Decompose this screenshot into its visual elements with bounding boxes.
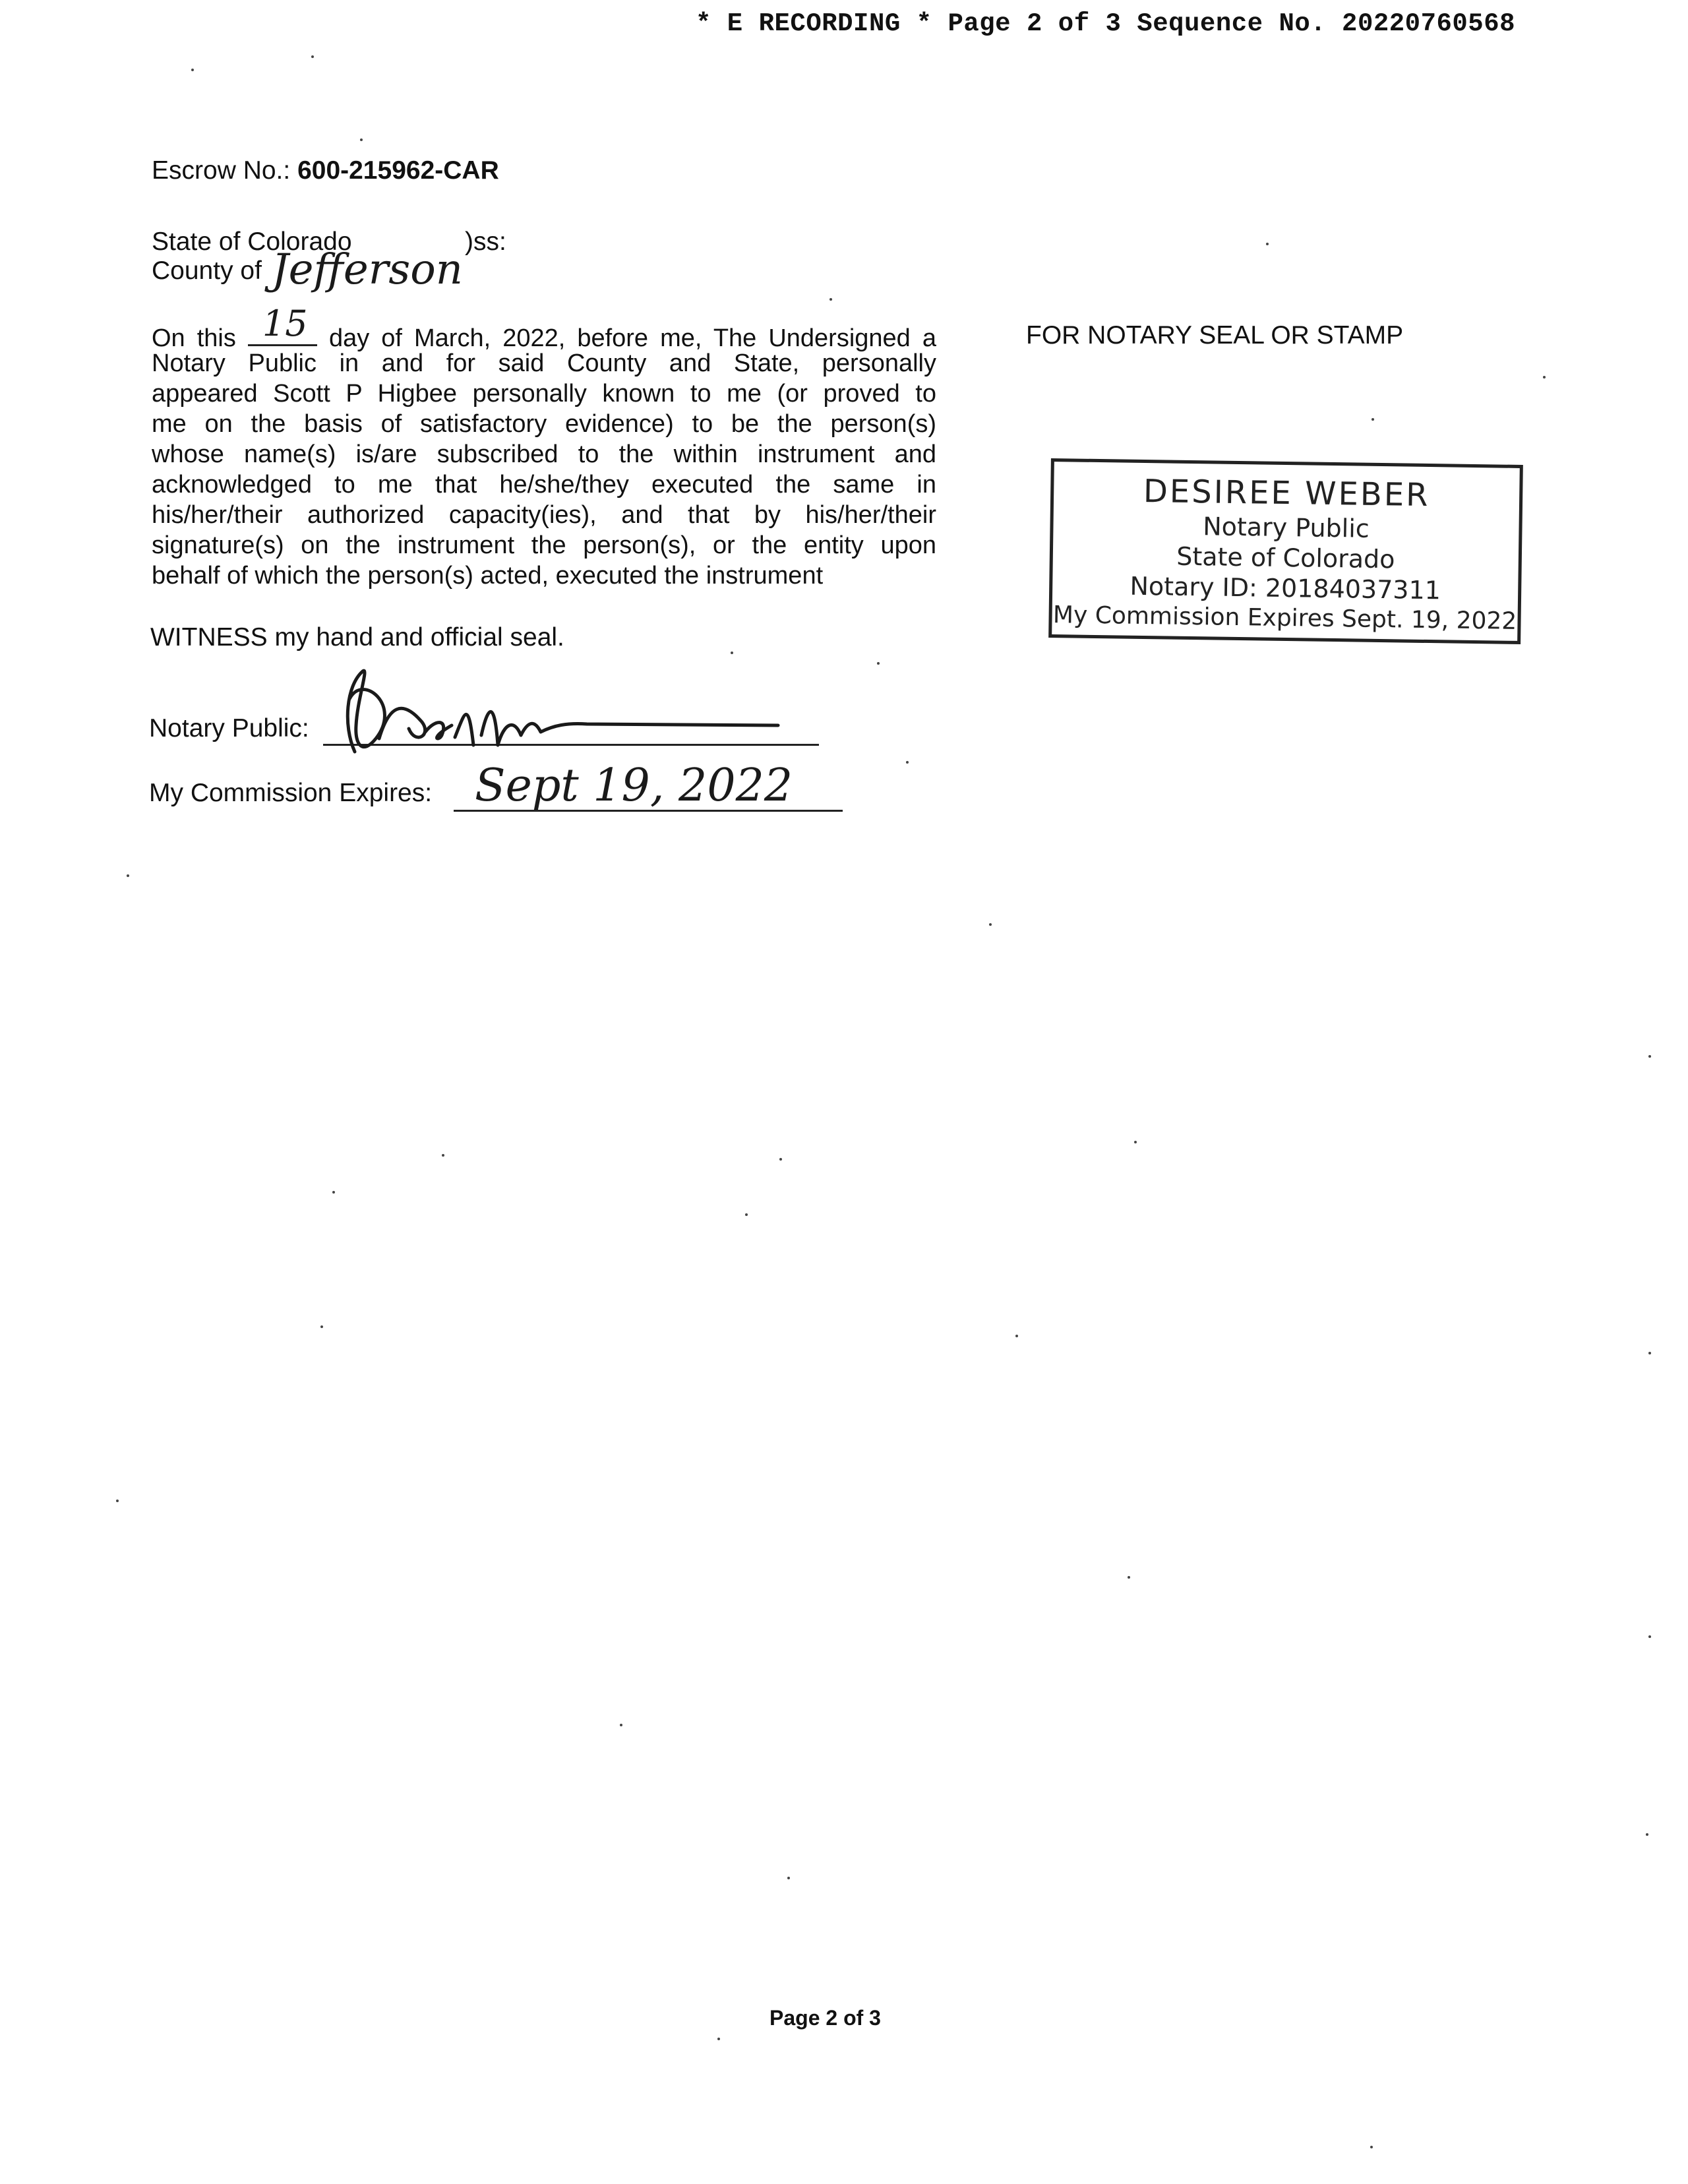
stamp-notary-id: Notary ID: 20184037311 [1130,571,1441,605]
scan-speck [877,662,880,665]
county-label: County of [152,257,262,285]
page-footer: Page 2 of 3 [769,2006,881,2030]
witness-line: WITNESS my hand and official seal. [150,623,564,652]
scan-speck [1543,376,1546,379]
scan-speck [116,1500,119,1502]
escrow-label: Escrow No.: [152,156,291,185]
notary-public-label: Notary Public: [149,714,309,743]
scan-speck [787,1877,790,1879]
recording-header: * E RECORDING * Page 2 of 3 Sequence No. 20220760568 [696,9,1515,38]
notary-signature [316,659,857,765]
scan-speck [1648,1635,1651,1638]
scan-speck [717,2038,720,2040]
scan-speck [1266,243,1269,245]
notary-stamp [1048,458,1523,644]
day-blank [248,303,317,346]
scan-speck [989,923,992,926]
ack-line-1 [152,303,936,352]
scan-speck [731,652,733,654]
commission-handwritten-date: Sept 19, 2022 [475,760,793,812]
scan-speck [332,1191,335,1194]
scan-speck [1015,1335,1018,1337]
escrow-number: 600-215962-CAR [297,156,499,185]
ack-line-4: me on the basis of satisfactory evidence) to be the person(s) [152,410,936,438]
stamp-title: Notary Public [1202,512,1370,543]
acknowledgment-paragraph [152,303,936,591]
ss-mark: )ss: [465,228,506,256]
scan-speck [1646,1833,1648,1836]
day-handwritten: 15 [262,303,308,344]
stamp-expires: My Commission Expires Sept. 19, 2022 [1052,601,1517,635]
ack-line-5: whose name(s) is/are subscribed to the within instrument and [152,440,936,468]
scan-speck [1128,1576,1130,1579]
scan-speck [311,55,314,58]
ack-line-8: signature(s) on the instrument the person(s), or the entity upon [152,531,936,559]
scan-speck [620,1724,622,1726]
scan-speck [360,138,363,141]
scan-speck [1648,1055,1651,1058]
stamp-name: DESIREE WEBER [1143,472,1430,514]
scan-speck [320,1325,323,1328]
stamp-state: State of Colorado [1176,541,1395,574]
state-line: State of Colorado [152,228,352,256]
scan-speck [1134,1141,1137,1143]
ack-line-9: behalf of which the person(s) acted, executed the instrument [152,562,824,590]
scan-speck [1372,418,1374,421]
scan-speck [1370,2146,1373,2148]
scan-speck [829,298,832,301]
ack-line-1-prefix: On this [152,324,236,352]
ack-line-6: acknowledged to me that he/she/they executed the same in [152,471,936,499]
commission-label: My Commission Expires: [149,779,433,807]
escrow-line [152,156,499,186]
scan-speck [1648,1352,1651,1354]
ack-line-2: Notary Public in and for said County and State, personally [152,349,936,377]
ack-line-7: his/her/their authorized capacity(ies), and that by his/her/their [152,501,936,529]
scan-speck [745,1213,748,1216]
scan-speck [779,1158,782,1161]
scan-speck [127,874,129,877]
scan-speck [906,761,909,764]
ack-line-1-suffix: day of March, 2022, before me, The Undersigned a [328,324,936,352]
seal-heading: FOR NOTARY SEAL OR STAMP [1026,321,1404,349]
county-handwritten: Jefferson [272,245,463,294]
scan-speck [191,69,194,71]
ack-line-3: appeared Scott P Higbee personally known to me (or proved to [152,380,936,408]
scan-speck [442,1154,444,1157]
